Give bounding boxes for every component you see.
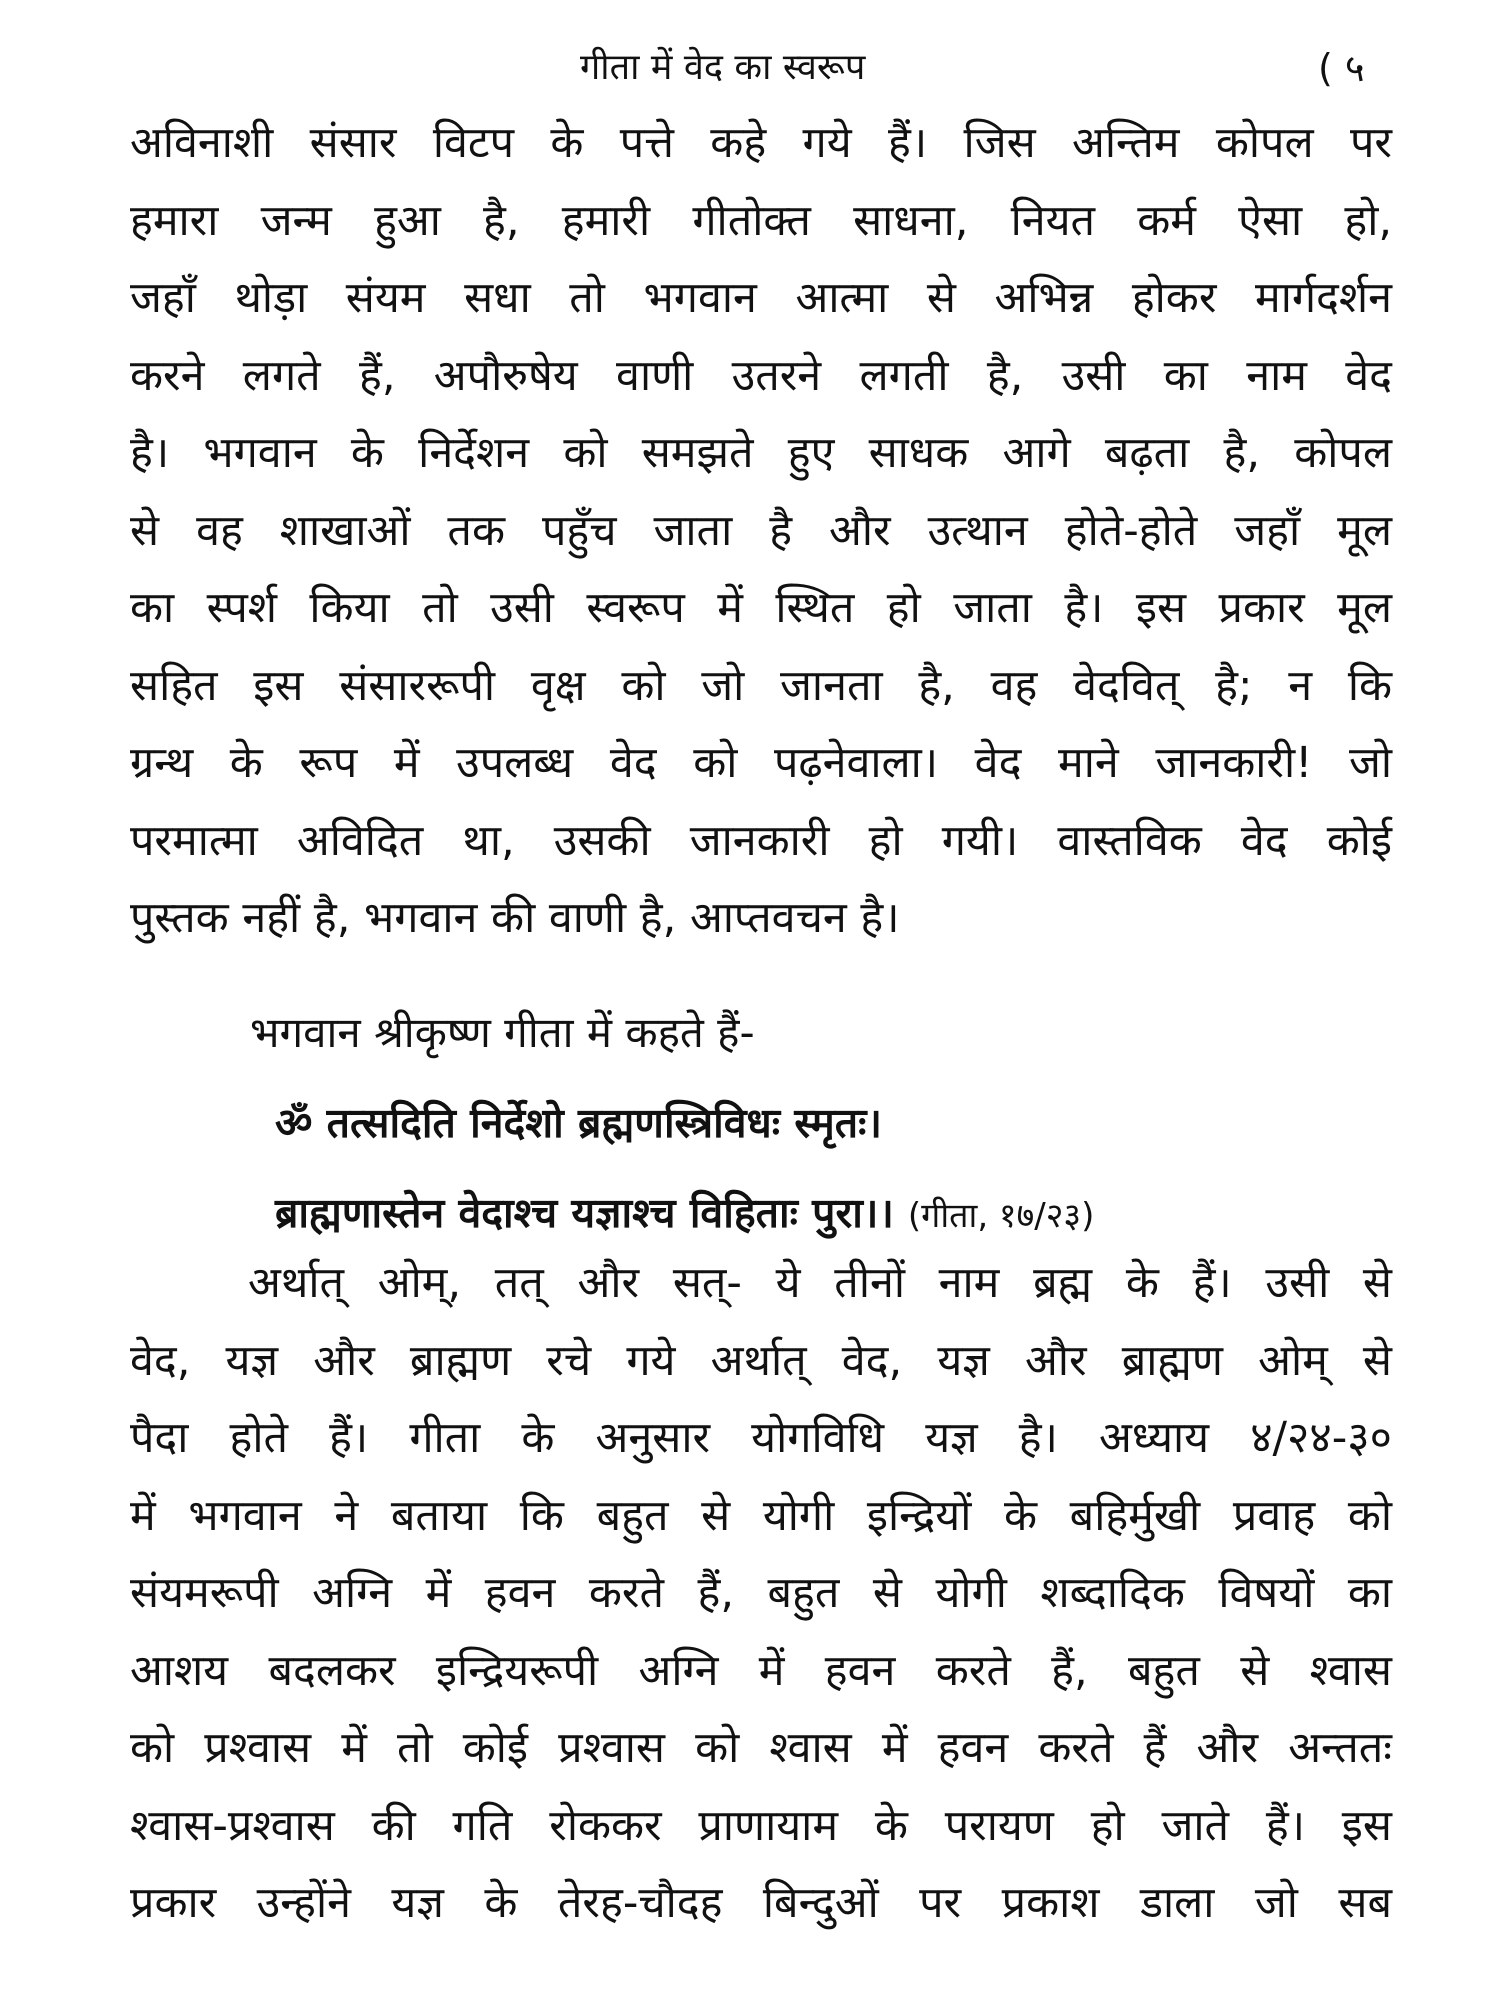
verse-line-1	[275, 1088, 882, 1158]
running-title: गीता में वेद का स्वरूप	[580, 47, 866, 88]
text-line: को प्रश्वास में तो कोई प्रश्वास को श्वास में हवन करते हैं और अन्ततः	[130, 1723, 1392, 1773]
text-line: पुस्तक नहीं है, भगवान की वाणी है, आप्तवचन है।	[130, 893, 900, 943]
text-line: पैदा होते हैं। गीता के अनुसार योगविधि यज्ञ है। अध्याय ४/२४-३०	[130, 1413, 1392, 1463]
verse-text: ब्राह्मणास्तेन वेदाश्च यज्ञाश्च विहिताः पुरा।।	[275, 1189, 894, 1237]
paragraph-1	[130, 105, 1392, 958]
text-line: प्रकार उन्होंने यज्ञ के तेरह-चौदह बिन्दुओं पर प्रकाश डाला जो सब	[130, 1878, 1392, 1928]
text-line: श्वास-प्रश्वास की गति रोककर प्राणायाम के परायण हो जाते हैं। इस	[130, 1800, 1392, 1851]
text-line: से वह शाखाओं तक पहुँच जाता है और उत्थान होते-होते जहाँ मूल	[130, 505, 1392, 556]
text-line: अविनाशी संसार विटप के पत्ते कहे गये हैं। जिस अन्तिम कोपल पर	[130, 118, 1392, 168]
text-line: हमारा जन्म हुआ है, हमारी गीतोक्त साधना, नियत कर्म ऐसा हो,	[130, 195, 1392, 246]
paragraph-2	[130, 1245, 1392, 1943]
text-line: जहाँ थोड़ा संयम सधा तो भगवान आत्मा से अभिन्न होकर मार्गदर्शन	[130, 273, 1392, 323]
text-line: करने लगते हैं, अपौरुषेय वाणी उतरने लगती है, उसी का नाम वेद	[130, 350, 1392, 401]
text-line: अर्थात् ओम्, तत् और सत्- ये तीनों नाम ब्रह्म के हैं। उसी से	[248, 1258, 1392, 1308]
text-line: आशय बदलकर इन्द्रियरूपी अग्नि में हवन करते हैं, बहुत से श्वास	[130, 1645, 1392, 1696]
text-line: में भगवान ने बताया कि बहुत से योगी इन्द्रियों के बहिर्मुखी प्रवाह को	[130, 1490, 1392, 1541]
page-header	[0, 38, 1500, 98]
text-line: संयमरूपी अग्नि में हवन करते हैं, बहुत से योगी शब्दादिक विषयों का	[130, 1568, 1392, 1618]
text-line: है। भगवान के निर्देशन को समझते हुए साधक आगे बढ़ता है, कोपल	[130, 428, 1392, 478]
verse-intro: भगवान श्रीकृष्ण गीता में कहते हैं-	[250, 1008, 755, 1057]
verse-line-2	[275, 1178, 1094, 1251]
verse-text: ॐ तत्सदिति निर्देशो ब्रह्मणस्त्रिविधः स्मृतः।	[275, 1099, 882, 1147]
text-line: परमात्मा अविदित था, उसकी जानकारी हो गयी। वास्तविक वेद कोई	[130, 815, 1392, 866]
page-number: ( ५	[1318, 46, 1365, 90]
text-line: सहित इस संसाररूपी वृक्ष को जो जानता है, वह वेदवित् है; न कि	[130, 660, 1392, 711]
verse-reference: (गीता, १७/२३)	[907, 1196, 1095, 1236]
text-line: का स्पर्श किया तो उसी स्वरूप में स्थित हो जाता है। इस प्रकार मूल	[130, 583, 1392, 633]
text-line: वेद, यज्ञ और ब्राह्मण रचे गये अर्थात् वेद, यज्ञ और ब्राह्मण ओम् से	[130, 1335, 1392, 1386]
text-line: ग्रन्थ के रूप में उपलब्ध वेद को पढ़नेवाला। वेद माने जानकारी! जो	[130, 738, 1392, 788]
